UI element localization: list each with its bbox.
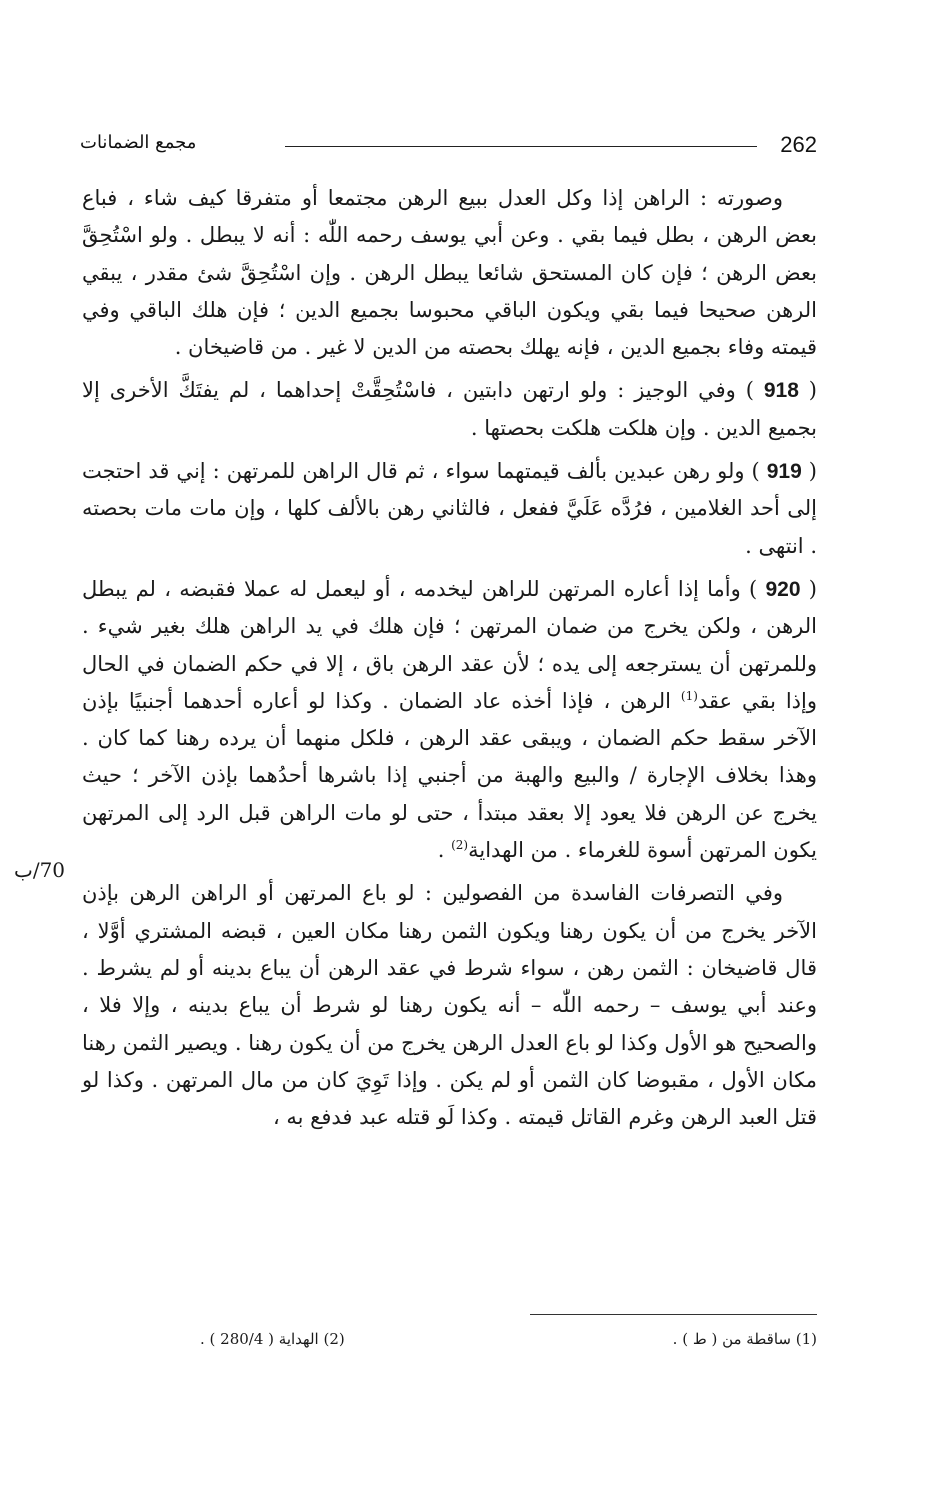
entry-number: 920 xyxy=(765,577,801,601)
entry-open: ( xyxy=(801,459,817,484)
entry-text-c: . xyxy=(437,838,452,863)
entry-close: ) xyxy=(745,378,764,403)
entry-920 xyxy=(82,571,817,869)
page-number: 262 xyxy=(780,132,817,157)
footnote-1: (1) ساقطة من ( ط ) . xyxy=(672,1330,817,1348)
footnote-2: (2) الهداية ( 280/4 ) . xyxy=(200,1330,345,1348)
paragraph-closing: وفي التصرفات الفاسدة من الفصولين : لو باع المرتهن أو الراهن الرهن بإذن الآخر يخرج من أن يكون رهنا ويكون الثمن رهنا مكان العين ، قبضه المشتري أوَّلا ، قال قاضيخان : الثمن رهن ، سواء شرط في عقد الرهن أن يباع بدينه أو لم يشرط . وعند أبي يوسف – رحمه اللّٰه – أنه يكون رهنا لو شرط أن يباع بدينه ، وإلا فلا ، والصحيح هو الأول وكذا لو باع العدل الرهن يخرج من أن يكون رهنا . ويصير الثمن رهنا مكان الأول ، مقبوضا كان الثمن أو لم يكن . وإذا تَوِيَ كان من مال المرتهن . وكذا لو قتل العبد الرهن وغرم القاتل قيمته . وكذا لَو قتله عبد فدفع به ، xyxy=(82,881,817,1130)
footnote-rule xyxy=(530,1314,817,1315)
entry-text: ولو رهن عبدين بألف قيمتهما سواء ، ثم قال الراهن للمرتهن : إني قد احتجت إلى أحد الغلامين ، فرُدَّه عَلَيَّ ففعل ، فالثاني رهن بالألف كلها ، وإن مات مات بحصته . انتهى . xyxy=(82,459,817,558)
entry-text-b: الرهن ، فإذا أخذه عاد الضمان . وكذا لو أعاره أحدهما أجنبيًا بإذن الآخر سقط حكم الضمان ، ويبقى عقد الرهن ، فلكل منهما أن يرده رهنا كما كان . وهذا بخلاف الإجارة / والبيع والهبة من أجنبي إذا باشرها أحدُهما بإذن الآخر ؛ حيث يخرج عن الرهن فلا يعود إلا بعقد مبتدأ ، حتى لو مات الراهن قبل الرد إلى المرتهن يكون المرتهن أسوة للغرماء . من الهداية xyxy=(82,688,817,863)
page-body xyxy=(82,180,817,1142)
entry-close: ) xyxy=(749,576,766,601)
header-rule xyxy=(285,146,757,147)
entry-number: 919 xyxy=(766,460,802,484)
entry-918 xyxy=(82,372,817,447)
page-header xyxy=(80,128,817,162)
entry-close: ) xyxy=(751,459,767,484)
footnote-ref-1: (1) xyxy=(680,688,698,703)
footnotes xyxy=(200,1330,817,1348)
paragraph-intro: وصورته : الراهن إذا وكل العدل ببيع الرهن مجتمعا أو متفرقا كيف شاء ، فباع بعض الرهن ، بطل فيما بقي . وعن أبي يوسف رحمه اللّٰه : أنه لا يبطل . ولو اسْتُحِقَّ بعض الرهن ؛ فإن كان المستحق شائعا يبطل الرهن . وإن اسْتُحِقَّ شئ مقدر ، يبقي الرهن صحيحا فيما بقي ويكون الباقي محبوسا بجميع الدين ؛ فإن هلك الباقي وفي قيمته وفاء بجميع الدين ، فإنه يهلك بحصته من الدين لا غير . من قاضيخان . xyxy=(82,186,817,360)
book-title: مجمع الضمانات xyxy=(80,132,197,153)
entry-919 xyxy=(82,453,817,565)
footnote-ref-2: (2) xyxy=(451,838,469,853)
entry-text: وفي الوجيز : ولو ارتهن دابتين ، فاسْتُحِقَّتْ إحداهما ، لم يفتَكَّ الأخرى إلا بجميع الدين . وإن هلكت هلكت بحصتها . xyxy=(82,378,817,440)
entry-text-a: وأما إذا أعاره المرتهن للراهن ليخدمه ، أو ليعمل له عملا فقبضه ، لم يبطل الرهن ، ولكن يخرج من ضمان المرتهن ؛ فإن هلك في يد الراهن هلك بغير شيء . وللمرتهن أن يسترجعه إلى يده ؛ لأن عقد الرهن باق ، إلا في حكم الضمان في الحال وإذا بقي عقد xyxy=(82,576,817,713)
manuscript-folio-note: 70/ب xyxy=(14,858,66,882)
entry-open: ( xyxy=(798,378,818,403)
entry-number: 918 xyxy=(763,379,799,403)
entry-open: ( xyxy=(800,576,817,601)
